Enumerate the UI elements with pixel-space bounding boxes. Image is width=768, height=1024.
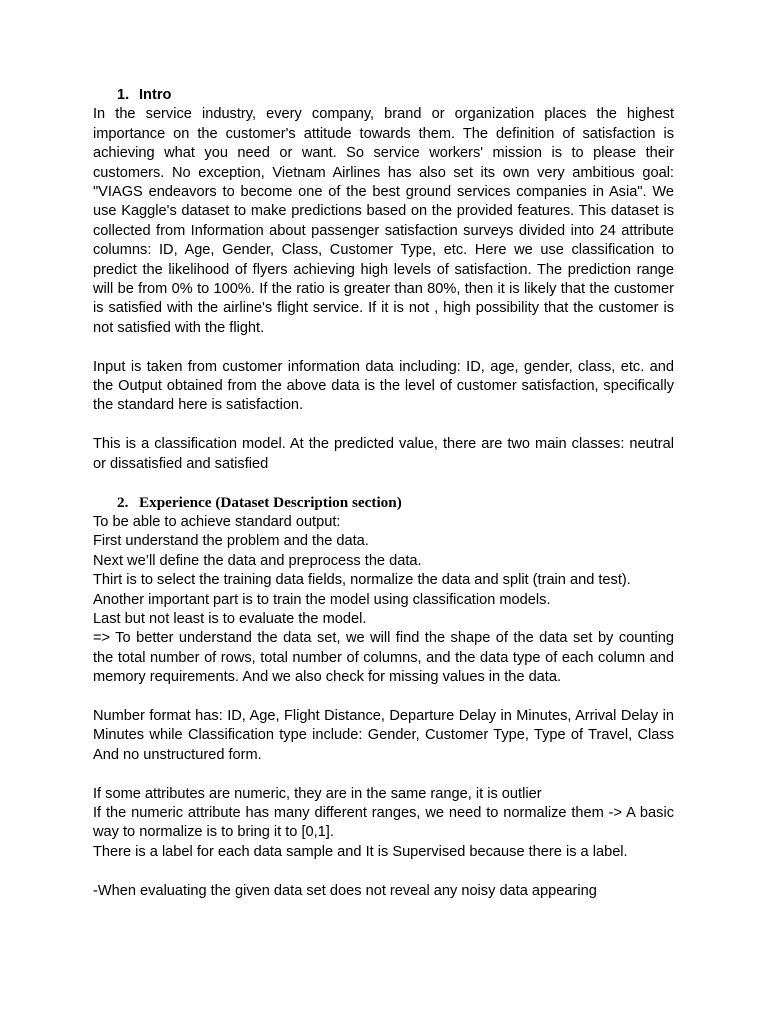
spacer bbox=[93, 474, 674, 493]
outlier-line: If some attributes are numeric, they are in the same range, it is outlier bbox=[93, 785, 542, 802]
step-line: Last but not least is to evaluate the model. bbox=[93, 610, 367, 627]
intro-paragraph: In the service industry, every company, brand or organization places the highest importance on the customer's attitude towards them. The definition of satisfaction is achieving what you need or want. So service workers' mission is to please their customers. No exception, Vietnam Airlines has also set its own very ambitious goal: "VIAGS endeavors to become one of the best ground services companies in Asia". We use Kaggle's dataset to make predictions based on the provided features. This dataset is collected from Information about passenger satisfaction surveys divided into 24 attribute columns: ID, Age, Gender, Class, Customer Type, etc. Here we use classification to predict the likelihood of flyers achieving high levels of satisfaction. The prediction range will be from 0% to 100%. If the ratio is greater than 80%, then it is likely that the customer is satisfied with the airline's flight service. If it is not , high possibility that the customer is not satisfied with the flight. bbox=[93, 106, 674, 336]
spacer bbox=[93, 338, 674, 357]
section-number: 1. bbox=[117, 87, 130, 103]
noisy-data-line: -When evaluating the given data set does not reveal any noisy data appearing bbox=[93, 882, 597, 899]
number-format-paragraph: Number format has: ID, Age, Flight Distance, Departure Delay in Minutes, Arrival Delay in Minutes while Classification type include: Gender, Customer Type, Type of Travel, Class And no unstructured form. bbox=[93, 707, 674, 763]
spacer bbox=[93, 862, 674, 881]
section-title: Experience (Dataset Description section) bbox=[139, 494, 402, 512]
document-body bbox=[93, 86, 674, 901]
normalize-paragraph: If the numeric attribute has many different ranges, we need to normalize them -> A basic way to normalize is to bring it to [0,1]. bbox=[93, 804, 674, 841]
input-output-paragraph: Input is taken from customer information data including: ID, age, gender, class, etc. and the Output obtained from the above data is the level of customer satisfaction, specifically the standard here is satisfaction. bbox=[93, 358, 674, 414]
classification-paragraph: This is a classification model. At the predicted value, there are two main classes: neutral or dissatisfied and satisfied bbox=[93, 436, 674, 472]
dataset-shape-paragraph: => To better understand the data set, we will find the shape of the data set by counting the total number of rows, total number of columns, and the data type of each column and memory requirements. And we also check for missing values in the data. bbox=[93, 630, 674, 686]
step-line: Thirt is to select the training data fields, normalize the data and split (train and test). bbox=[93, 572, 631, 589]
step-line: Another important part is to train the model using classification models. bbox=[93, 591, 551, 608]
section-number: 2. bbox=[117, 494, 129, 512]
label-line: There is a label for each data sample and It is Supervised because there is a label. bbox=[93, 843, 628, 860]
step-line: To be able to achieve standard output: bbox=[93, 513, 341, 530]
spacer bbox=[93, 416, 674, 435]
section-heading-experience bbox=[93, 493, 674, 512]
section-heading-intro bbox=[93, 86, 674, 105]
step-line: Next we’ll define the data and preprocess the data. bbox=[93, 552, 422, 569]
spacer bbox=[93, 688, 674, 707]
step-line: First understand the problem and the data. bbox=[93, 533, 369, 550]
spacer bbox=[93, 765, 674, 784]
section-title: Intro bbox=[139, 87, 172, 103]
